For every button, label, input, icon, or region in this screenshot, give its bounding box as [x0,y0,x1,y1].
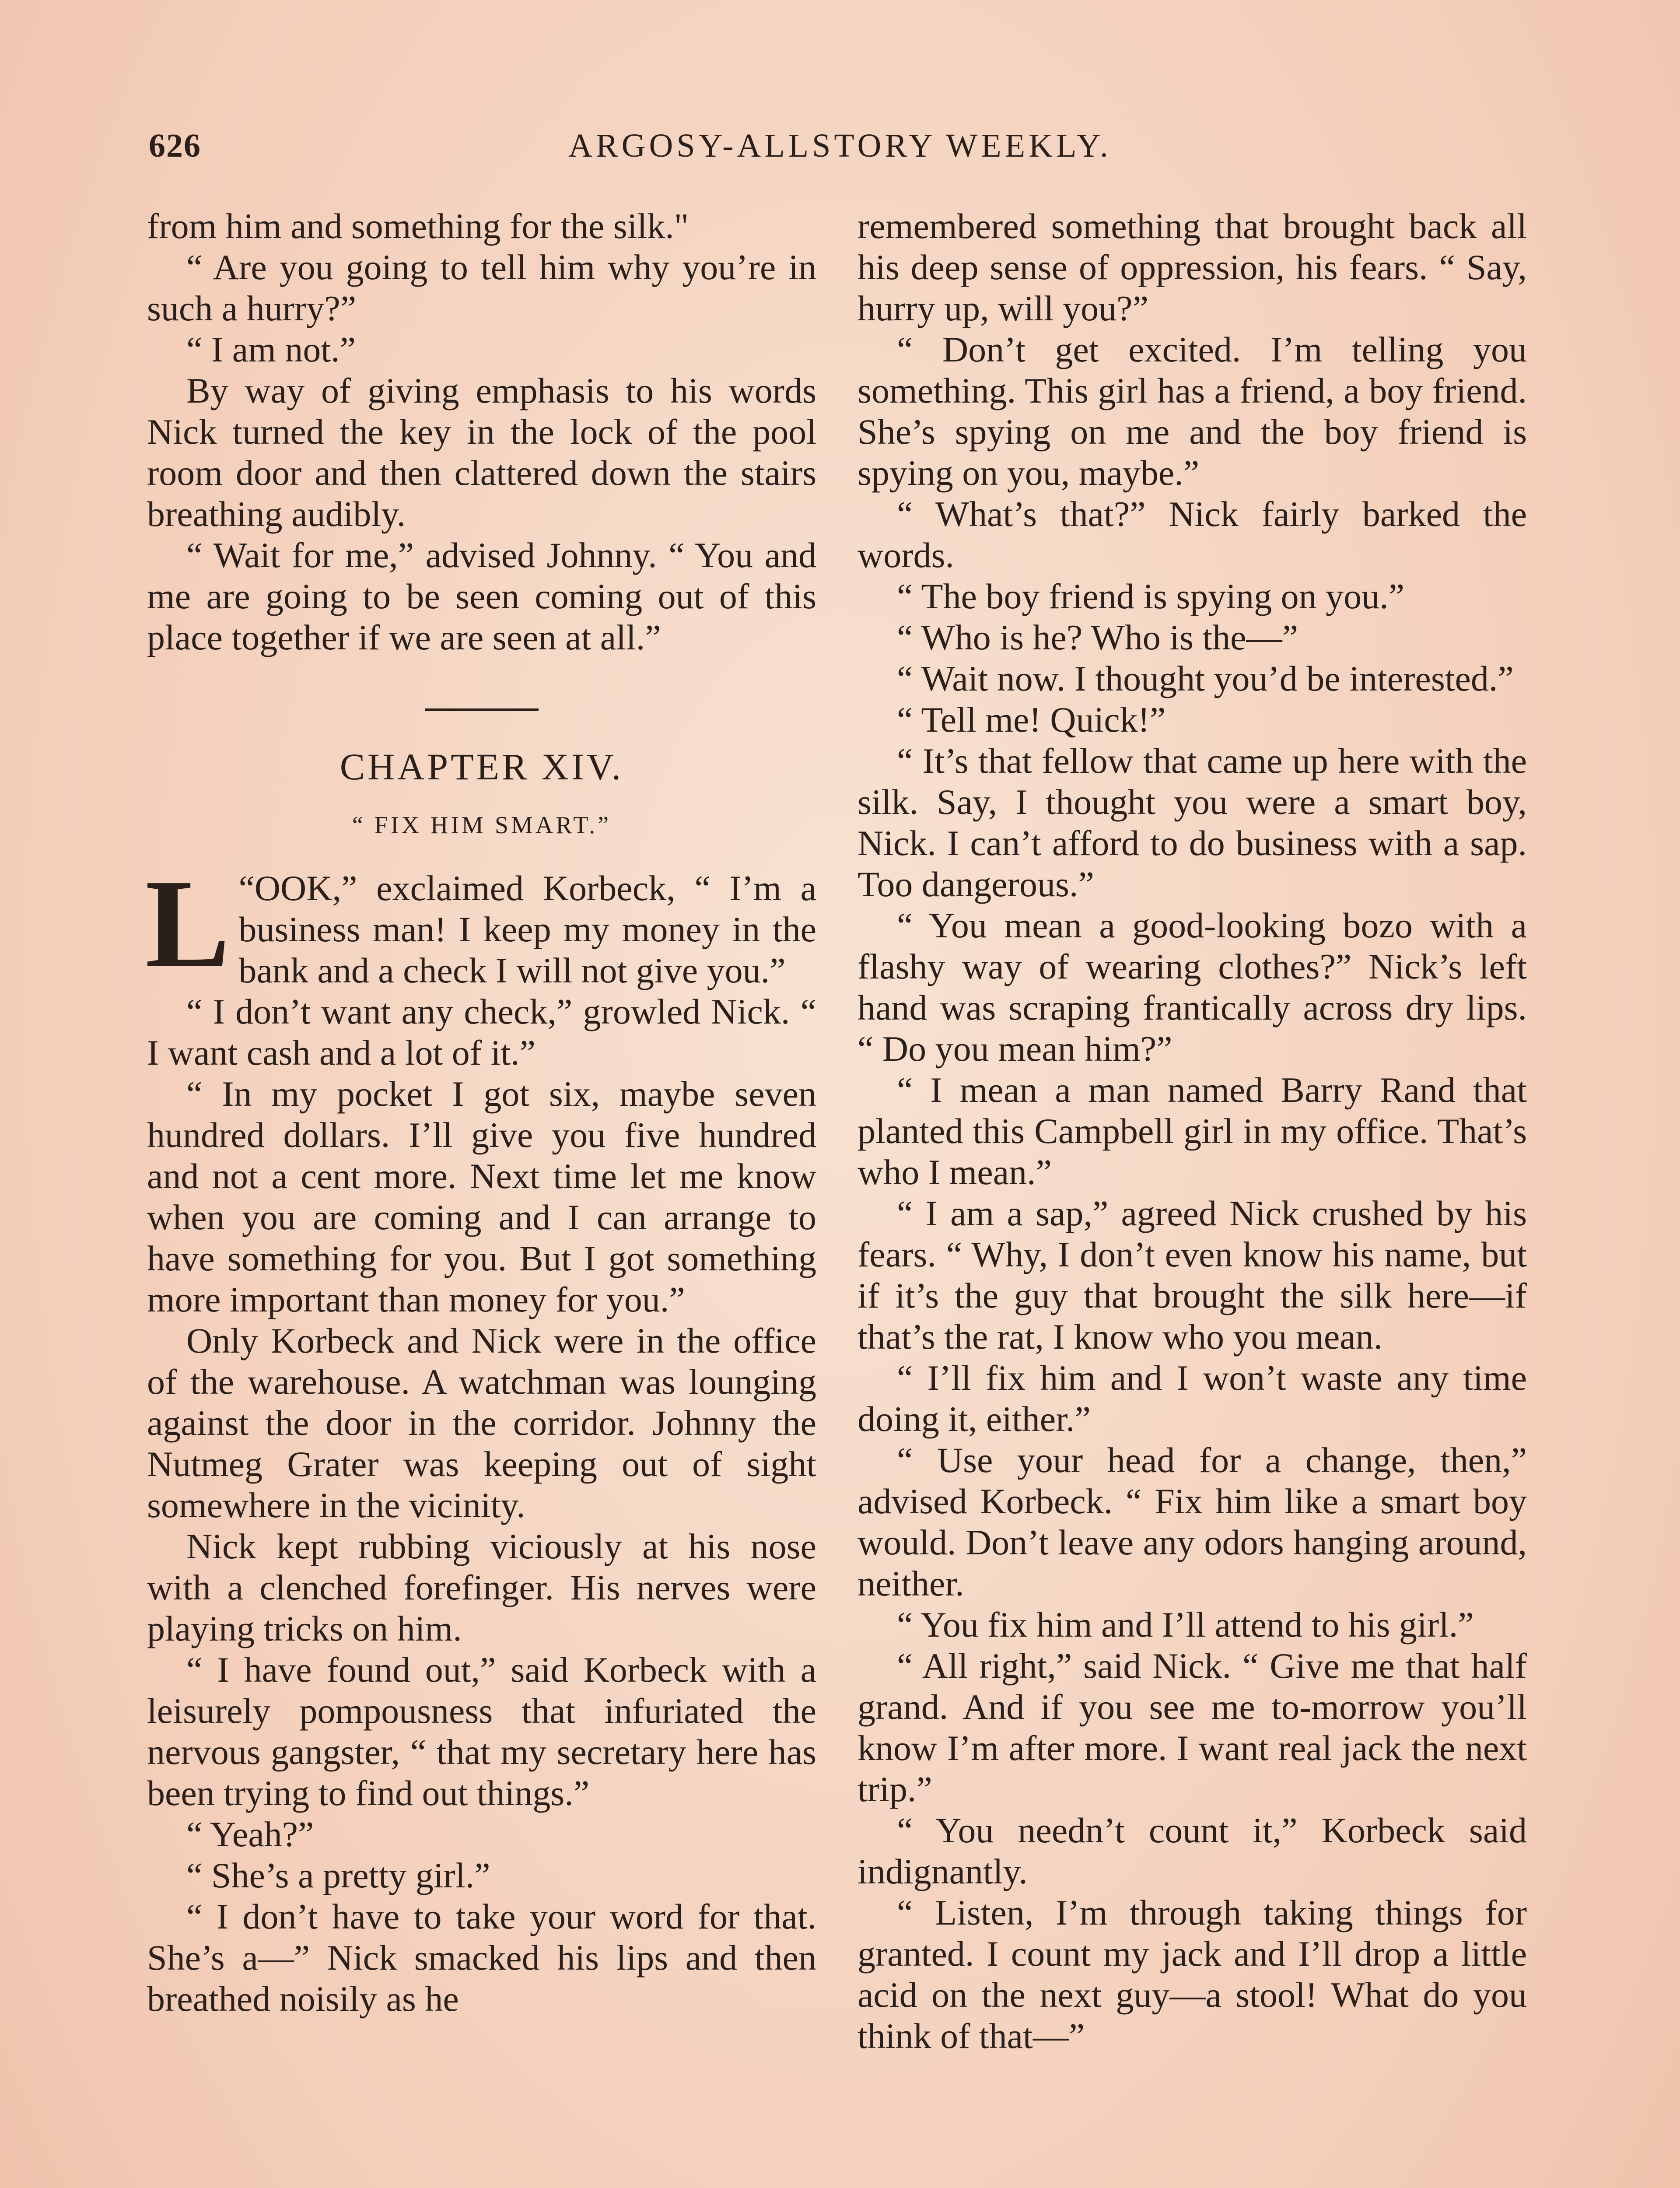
paragraph: “ I don’t want any check,” growled Nick. “ I want cash and a lot of it.” [147,992,816,1073]
paragraph: “ Are you going to tell him why you’re in such a hurry?” [147,247,816,328]
paragraph: Nick kept rubbing viciously at his nose with a clenched forefinger. His nerves were playing tricks on him. [147,1526,816,1648]
opening-paragraph-text: OOK,” exclaimed Korbeck, “ I’m a business man! I keep my money in the bank and a check I will not give you.” [238,868,816,990]
drop-cap: L [145,853,230,994]
paragraph: “ All right,” said Nick. “ Give me that half grand. And if you see me to-morrow you’ll know I’m after more. I want real jack the next trip.” [858,1646,1527,1809]
paragraph: “ I have found out,” said Korbeck with a leisurely pompousness that infuriated the nervous gangster, “ that my secretary here has been trying to find out things.” [147,1650,816,1813]
paragraph: “ You mean a good-looking bozo with a flashy way of wearing clothes?” Nick’s left hand was scraping frantically across dry lips. “ Do you mean him?” [858,905,1527,1069]
paragraph: “ Tell me! Quick!” [897,700,1166,740]
paragraph: “ I am a sap,” agreed Nick crushed by his fears. “ Why, I don’t even know his name, but if it’s the guy that brought the silk here—if that’s the rat, I know who you mean. [858,1193,1527,1357]
paragraph: “ Listen, I’m through taking things for granted. I count my jack and I’ll drop a little acid on the next guy—a stool! What do you think of that—” [858,1893,1527,2056]
paragraph: remembered something that brought back all his deep sense of oppression, his fears. “ Say, hurry up, will you?” [858,206,1527,328]
page-header [149,127,1531,179]
paragraph: “ What’s that?” Nick fairly barked the words. [858,494,1527,575]
running-head: ARGOSY-ALLSTORY WEEKLY. [568,127,1112,164]
paragraph: “ Wait for me,” advised Johnny. “ You and me are going to be seen coming out of this place together if we are seen at all.” [147,535,816,657]
paragraph: “ Wait now. I thought you’d be interested.” [897,659,1514,698]
paragraph: “ I don’t have to take your word for that. She’s a—” Nick smacked his lips and then breathed noisily as he [147,1897,816,2019]
paragraph: “ You needn’t count it,” Korbeck said indignantly. [858,1810,1527,1891]
chapter-subtitle: “ FIX HIM SMART.” [352,812,612,839]
left-column [147,206,816,2020]
paragraph: Only Korbeck and Nick were in the office of the warehouse. A watchman was lounging against the door in the corridor. Johnny the Nutmeg Grater was keeping out of sight somewhere in the vicinity. [147,1321,816,1525]
paragraph: “ It’s that fellow that came up here with the silk. Say, I thought you were a smart boy, Nick. I can’t afford to do business with a sap. Too dangerous.” [858,741,1527,904]
paragraph: “ The boy friend is spying on you.” [897,576,1404,616]
paragraph: “ Use your head for a change, then,” advised Korbeck. “ Fix him like a smart boy would. Don’t leave any odors hanging around, neither. [858,1440,1527,1603]
paragraph: “ She’s a pretty girl.” [186,1855,490,1895]
paragraph: “ Yeah?” [186,1814,314,1854]
opening-quote: “ [238,868,255,908]
opening-paragraph [145,853,816,994]
chapter-title: CHAPTER XIV. [340,746,624,788]
paragraph: from him and something for the silk." [147,206,689,246]
right-column [858,206,1527,2057]
section-divider [425,708,539,711]
paragraph: By way of giving emphasis to his words Nick turned the key in the lock of the pool room door and then clattered down the stairs breathing audibly. [147,371,816,534]
paragraph: “ Don’t get excited. I’m telling you something. This girl has a friend, a boy friend. She’s spying on me and the boy friend is spying on you, maybe.” [858,330,1527,493]
paragraph: “ In my pocket I got six, maybe seven hundred dollars. I’ll give you five hundred and not a cent more. Next time let me know when you are coming and I can arrange to have something for you. But I got something more important than money for you.” [147,1074,816,1319]
paragraph: “ I mean a man named Barry Rand that planted this Campbell girl in my office. That’s who I mean.” [858,1070,1527,1192]
paragraph: “ I am not.” [186,330,356,369]
page-number: 626 [149,127,201,164]
paragraph: “ You fix him and I’ll attend to his girl.” [897,1605,1474,1645]
paragraph: “ Who is he? Who is the—” [897,617,1298,657]
paragraph: “ I’ll fix him and I won’t waste any time doing it, either.” [858,1358,1527,1439]
